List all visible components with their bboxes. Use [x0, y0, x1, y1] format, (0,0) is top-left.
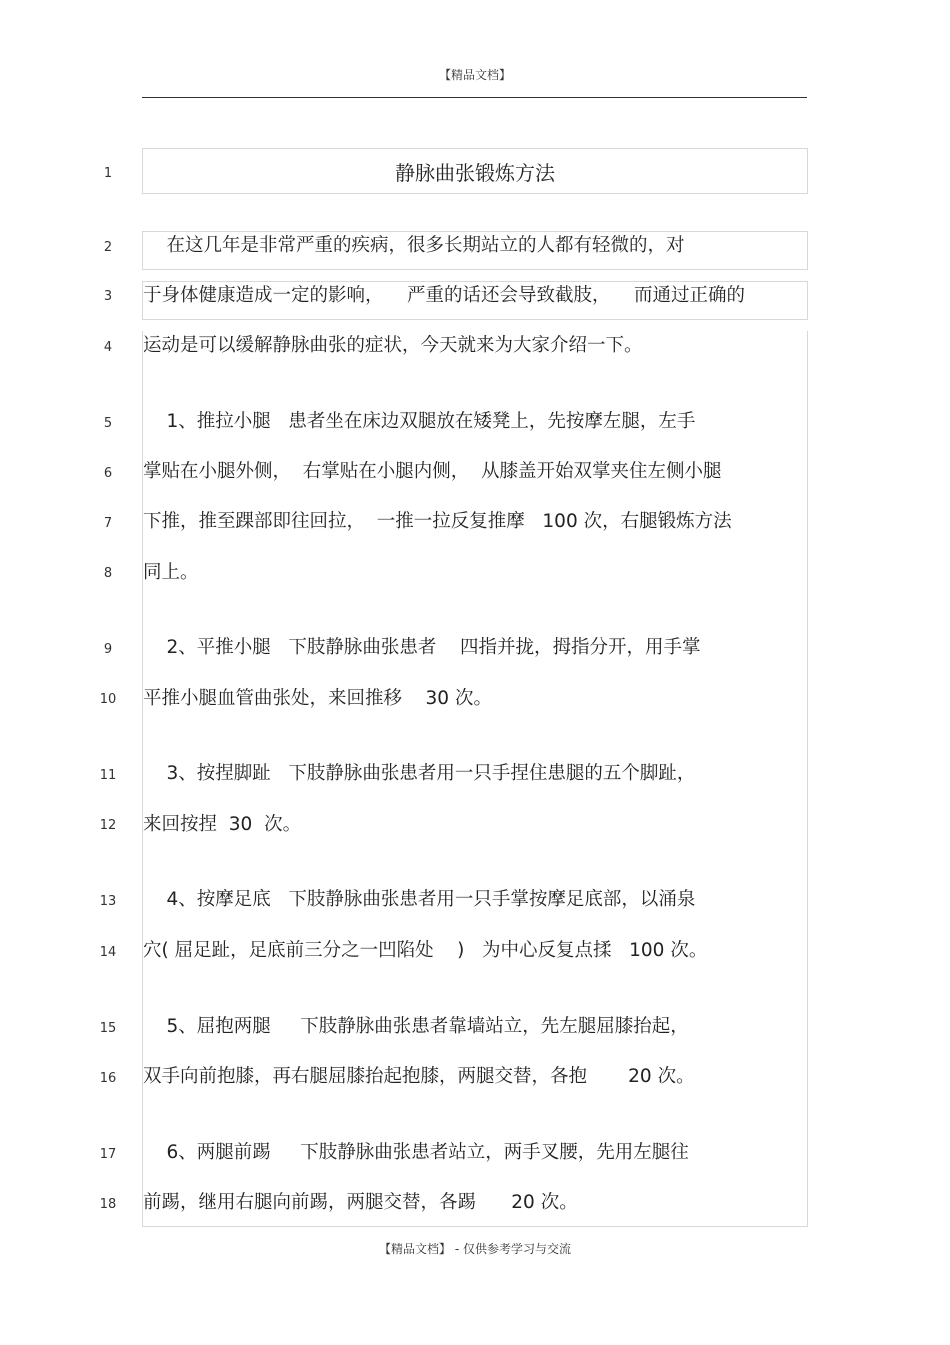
line-number: 16 — [99, 1071, 117, 1086]
line-number: 15 — [99, 1021, 117, 1036]
text-line: 掌贴在小腿外侧， 右掌贴在小腿内侧， 从膝盖开始双掌夹住左侧小腿 — [143, 461, 722, 482]
document-title: 静脉曲张锻炼方法 — [395, 161, 555, 185]
line-number: 3 — [103, 289, 113, 304]
text-line: 4、按摩足底 下肢静脉曲张患者用一只手掌按摩足底部，以涌泉 — [143, 889, 696, 910]
text-line: 双手向前抱膝，再右腿屈膝抬起抱膝，两腿交替，各抱 20 次。 — [143, 1066, 695, 1087]
page-header-label: 【精品文档】 — [438, 68, 511, 82]
text-line: 下推，推至踝部即往回拉， 一推一拉反复推摩 100 次，右腿锻炼方法 — [143, 511, 732, 532]
line-number: 4 — [103, 340, 113, 355]
text-line: 3、按捏脚趾 下肢静脉曲张患者用一只手捏住患腿的五个脚趾， — [143, 763, 696, 784]
text-line: 同上。 — [143, 562, 199, 583]
text-line: 来回按捏 30 次。 — [143, 814, 302, 835]
line-number: 6 — [103, 466, 113, 481]
header-divider — [142, 97, 807, 98]
line-number: 11 — [99, 768, 117, 783]
line-number: 18 — [99, 1197, 117, 1212]
line-number: 13 — [99, 894, 117, 909]
text-line: 运动是可以缓解静脉曲张的症状，今天就来为大家介绍一下。 — [143, 335, 643, 356]
line-number: 5 — [103, 416, 113, 431]
text-line: 前踢，继用右腿向前踢，两腿交替，各踢 20 次。 — [143, 1192, 578, 1213]
line-number: 9 — [103, 642, 113, 657]
line-number: 14 — [99, 945, 117, 960]
text-line: 于身体健康造成一定的影响， 严重的话还会导致截肢， 而通过正确的 — [143, 285, 746, 306]
text-line: 6、两腿前踢 下肢静脉曲张患者站立，两手叉腰，先用左腿往 — [143, 1142, 689, 1163]
line-number: 7 — [103, 516, 113, 531]
page-footer-label: 【精品文档】 - 仅供参考学习与交流 — [379, 1242, 571, 1256]
line-number: 1 — [103, 166, 113, 181]
line-number: 10 — [99, 692, 117, 707]
line-number: 17 — [99, 1147, 117, 1162]
text-line: 2、平推小腿 下肢静脉曲张患者 四指并拢，拇指分开，用手掌 — [143, 637, 701, 658]
line-number: 12 — [99, 818, 117, 833]
text-line: 穴( 屈足趾，足底前三分之一凹陷处 ) 为中心反复点揉 100 次。 — [143, 940, 708, 961]
line-number: 8 — [103, 566, 113, 581]
text-line: 1、推拉小腿 患者坐在床边双腿放在矮凳上，先按摩左腿，左手 — [143, 411, 696, 432]
text-line: 5、屈抱两腿 下肢静脉曲张患者靠墙站立，先左腿屈膝抬起， — [143, 1016, 689, 1037]
text-line: 平推小腿血管曲张处，来回推移 30 次。 — [143, 688, 492, 709]
text-line: 在这几年是非常严重的疾病，很多长期站立的人都有轻微的，对 — [143, 235, 685, 256]
line-number: 2 — [103, 240, 113, 255]
